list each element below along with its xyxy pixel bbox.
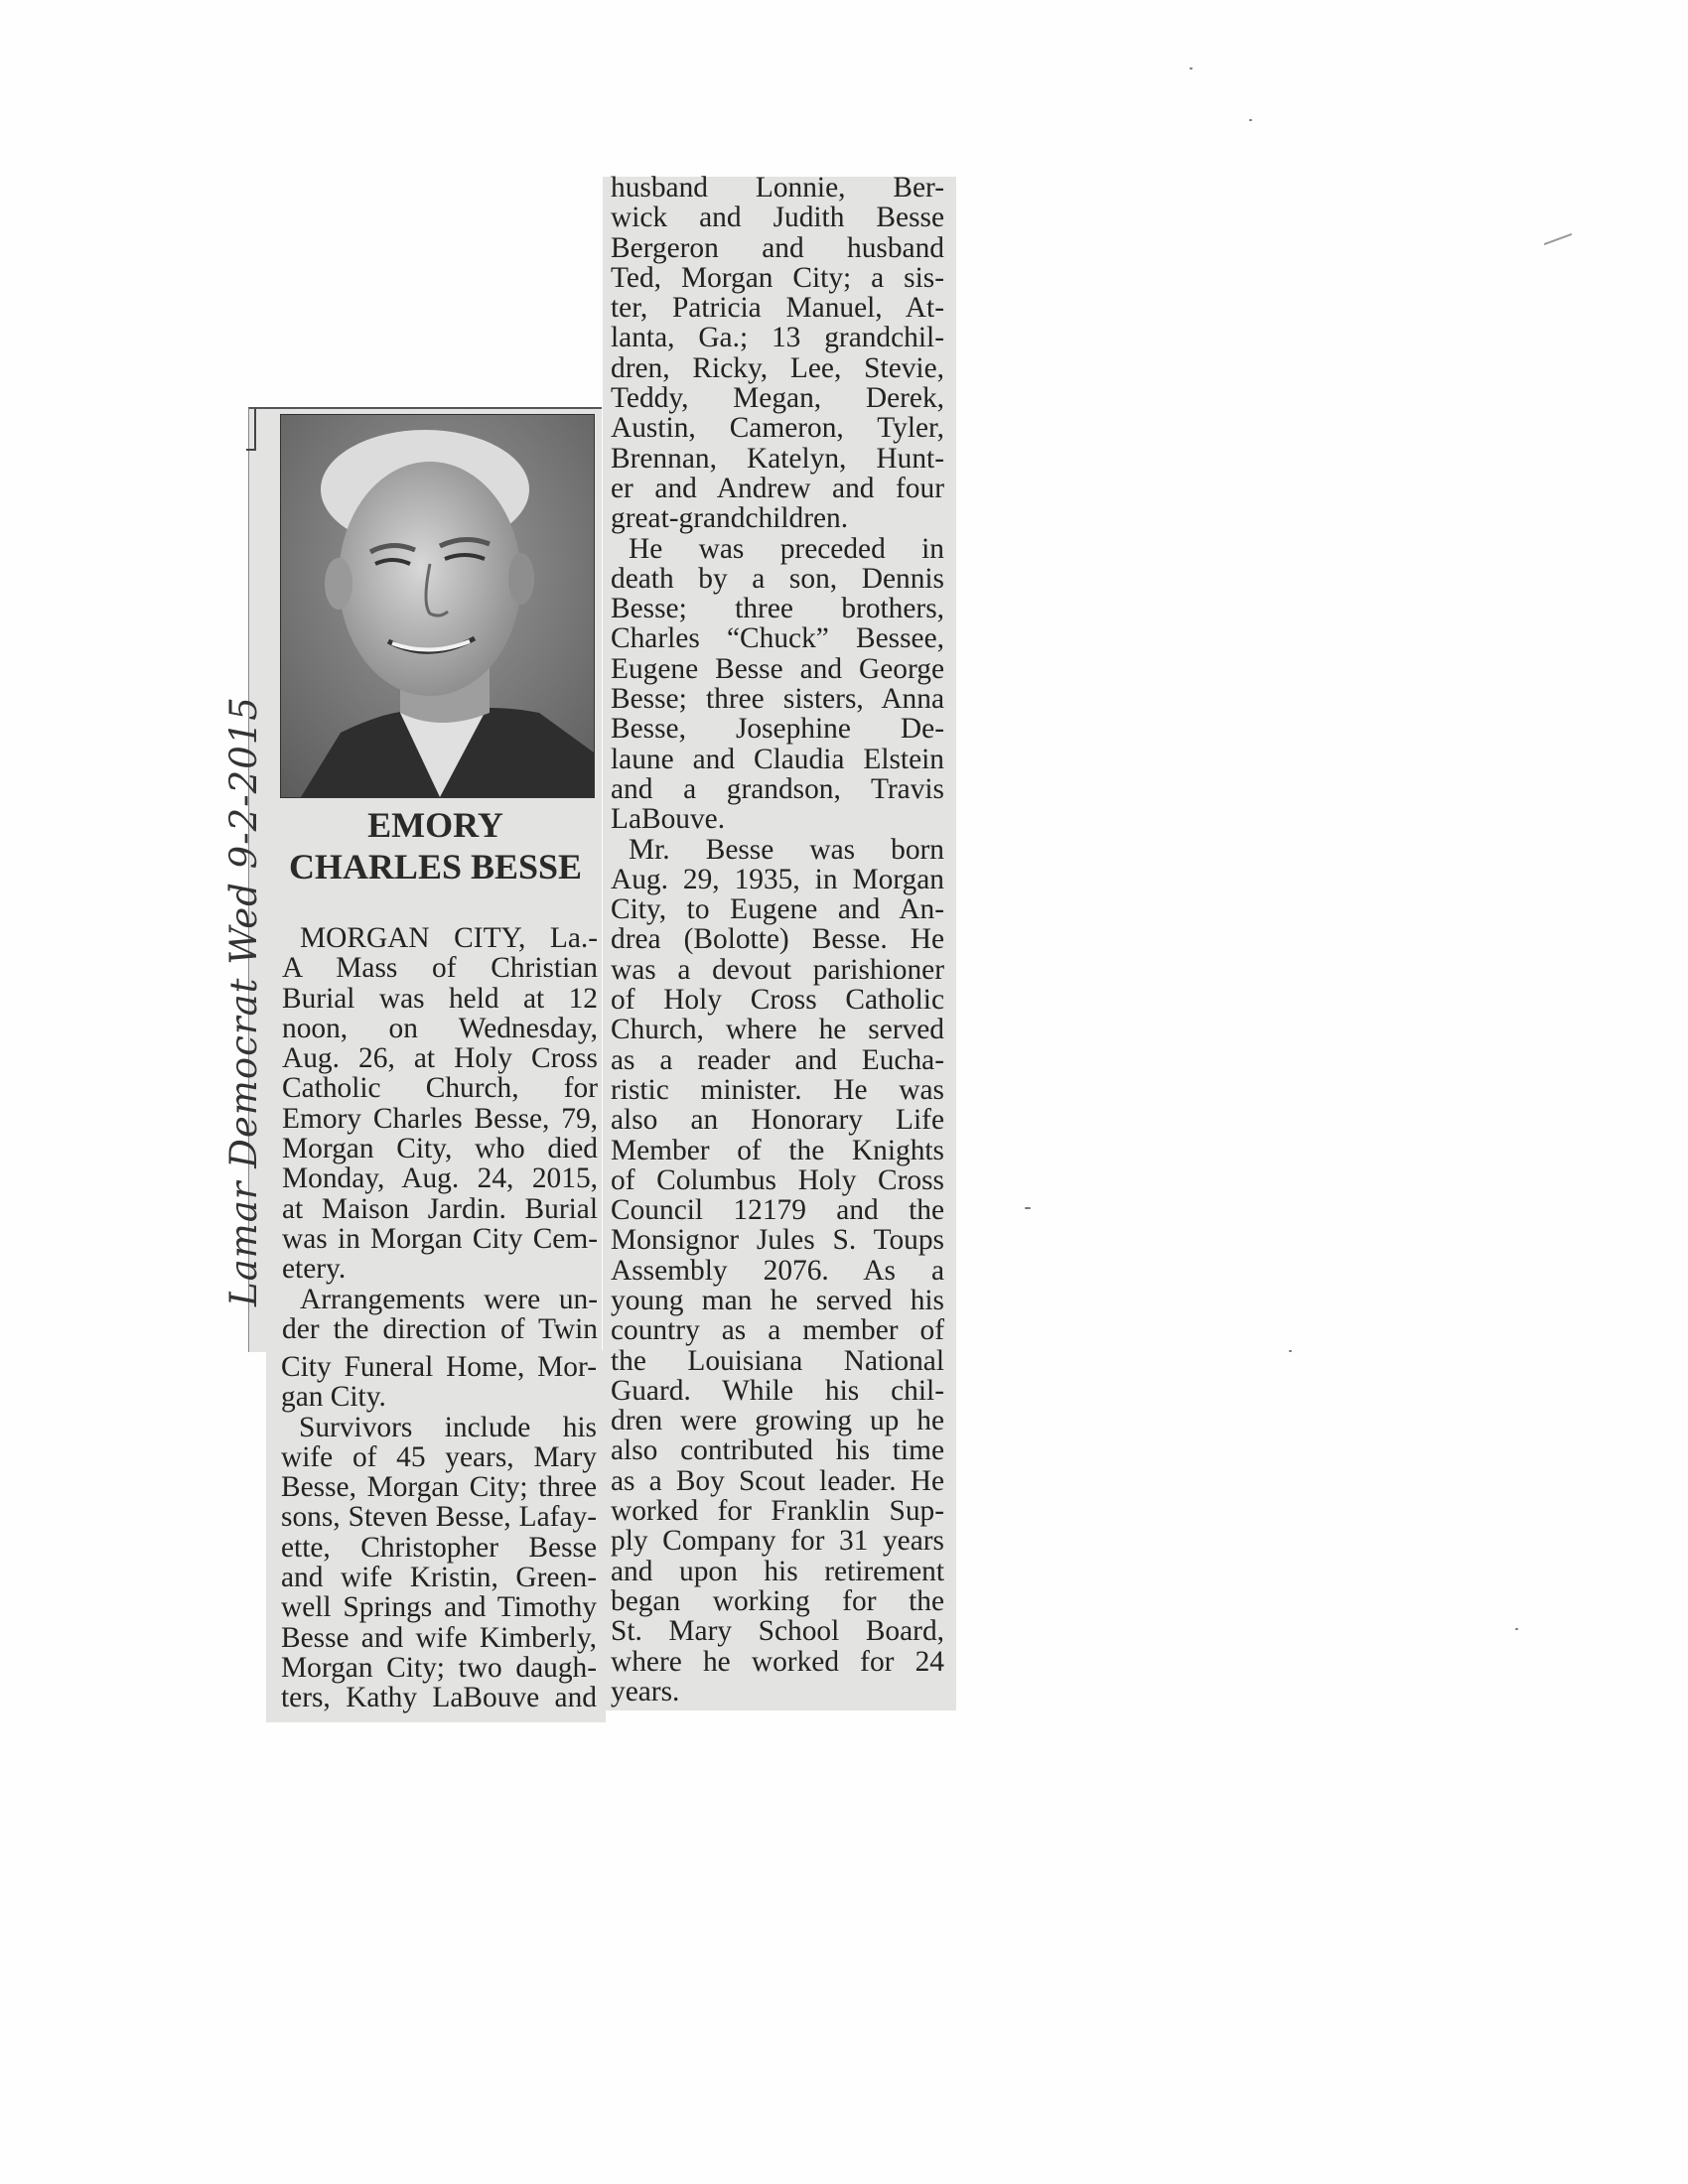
text-line: and wife Kristin, Green-	[281, 1562, 597, 1594]
text-line: gan City.	[281, 1381, 386, 1414]
paper-speck	[1249, 119, 1252, 121]
text-line: and upon his retirement	[611, 1555, 944, 1587]
headline-first-name: EMORY	[367, 805, 503, 845]
text-line: MORGAN CITY, La.-	[300, 922, 598, 954]
text-line: where he worked for 24	[611, 1645, 944, 1678]
text-line: wick and Judith Besse	[611, 202, 944, 234]
portrait-illustration	[281, 415, 594, 797]
text-line: Catholic Church, for	[282, 1072, 598, 1105]
text-line: drea (Bolotte) Besse. He	[611, 923, 944, 956]
text-line: ply Company for 31 years	[611, 1525, 944, 1558]
text-line: Austin, Cameron, Tyler,	[611, 412, 944, 445]
text-line: Church, where he served	[611, 1014, 944, 1046]
paper-speck	[1190, 68, 1193, 69]
text-line: as a reader and Eucha-	[611, 1043, 944, 1076]
text-line: as a Boy Scout leader. He	[611, 1464, 944, 1497]
text-line: sons, Steven Besse, Lafay-	[281, 1501, 597, 1534]
text-line: lanta, Ga.; 13 grandchil-	[611, 322, 944, 354]
text-line: City, to Eugene and An-	[611, 893, 944, 926]
text-line: Council 12179 and the	[611, 1194, 944, 1227]
obituary-clipping-right	[603, 172, 956, 1710]
text-line: Brennan, Katelyn, Hunt-	[611, 442, 944, 475]
text-line: laune and Claudia Elstein	[611, 743, 944, 775]
text-line: Besse, Josephine De-	[611, 713, 944, 746]
text-line: Morgan City; two daugh-	[281, 1651, 597, 1684]
paper-speck	[1025, 1207, 1031, 1209]
text-line: Teddy, Megan, Derek,	[611, 382, 944, 415]
text-line: of Holy Cross Catholic	[611, 984, 944, 1017]
text-line: der the direction of Twin	[282, 1312, 598, 1345]
text-line: Morgan City, who died	[282, 1133, 598, 1165]
text-line: Besse; three brothers,	[611, 593, 944, 625]
text-line: ter, Patricia Manuel, At-	[611, 292, 944, 325]
text-line: Ted, Morgan City; a sis-	[611, 261, 944, 294]
text-line: Burial was held at 12	[282, 982, 598, 1015]
text-line: ette, Christopher Besse	[281, 1531, 597, 1564]
paper-speck	[1289, 1350, 1292, 1352]
text-line: ters, Kathy LaBouve and	[281, 1682, 597, 1714]
text-line: the Louisiana National	[611, 1344, 944, 1377]
text-line: husband Lonnie, Ber-	[611, 172, 944, 204]
text-line: Survivors include his	[299, 1411, 597, 1443]
text-line: also contributed his time	[611, 1434, 944, 1467]
headline-full-name: CHARLES BESSE	[288, 847, 583, 887]
obituary-clipping-left-continued	[266, 1350, 606, 1722]
text-line: Besse and wife Kimberly,	[281, 1621, 597, 1654]
text-line: Monsignor Jules S. Toups	[611, 1224, 944, 1257]
right-column-text	[611, 173, 944, 1706]
text-line: Besse, Morgan City; three	[281, 1471, 597, 1504]
text-line: Member of the Knights	[611, 1134, 944, 1166]
portrait-photo	[280, 414, 595, 798]
text-line: Bergeron and husband	[611, 231, 944, 264]
text-line: young man he served his	[611, 1284, 944, 1316]
text-line: began working for the	[611, 1584, 944, 1617]
text-line: at Maison Jardin. Burial	[282, 1192, 598, 1225]
clipping-corner-mark	[246, 409, 256, 451]
left-column-text	[282, 923, 598, 1344]
text-line: ristic minister. He was	[611, 1073, 944, 1106]
text-line: also an Honorary Life	[611, 1104, 944, 1137]
text-line: and a grandson, Travis	[611, 772, 944, 805]
text-line: Aug. 29, 1935, in Morgan	[611, 863, 944, 895]
text-line: of Columbus Holy Cross	[611, 1163, 944, 1196]
text-line: LaBouve.	[611, 803, 726, 836]
paper-speck	[1544, 233, 1573, 245]
text-line: dren, Ricky, Lee, Stevie,	[611, 351, 944, 384]
text-line: worked for Franklin Sup-	[611, 1495, 944, 1528]
text-line: great-grandchildren.	[611, 502, 849, 535]
text-line: St. Mary School Board,	[611, 1615, 944, 1648]
text-line: Mr. Besse was born	[629, 833, 944, 866]
text-line: was in Morgan City Cem-	[282, 1222, 598, 1255]
text-line: etery.	[282, 1253, 347, 1286]
text-line: Aug. 26, at Holy Cross	[282, 1042, 598, 1075]
text-line: dren were growing up he	[611, 1405, 944, 1437]
text-line: was a devout parishioner	[611, 953, 944, 986]
text-line: death by a son, Dennis	[611, 562, 944, 595]
text-line: Besse; three sisters, Anna	[611, 683, 944, 716]
text-line: well Springs and Timothy	[281, 1591, 597, 1624]
text-line: years.	[611, 1675, 680, 1707]
text-line: Arrangements were un-	[300, 1283, 598, 1315]
text-line: wife of 45 years, Mary	[281, 1440, 597, 1473]
text-line: Assembly 2076. As a	[611, 1254, 944, 1287]
obituary-clipping-left	[248, 407, 602, 1352]
text-line: City Funeral Home, Mor-	[281, 1351, 597, 1383]
left-column-text-continued	[281, 1352, 597, 1713]
text-line: Charles “Chuck” Bessee,	[611, 622, 944, 655]
text-line: He was preceded in	[629, 532, 944, 565]
text-line: noon, on Wednesday,	[282, 1012, 598, 1044]
handwritten-source-note: Lamar Democrat Wed 9-2-2015	[222, 696, 265, 1306]
text-line: Guard. While his chil-	[611, 1374, 944, 1407]
text-line: er and Andrew and four	[611, 472, 944, 504]
text-line: country as a member of	[611, 1314, 944, 1347]
text-line: A Mass of Christian	[282, 952, 598, 985]
text-line: Eugene Besse and George	[611, 652, 944, 685]
text-line: Emory Charles Besse, 79,	[282, 1102, 598, 1135]
paper-speck	[1515, 1628, 1518, 1630]
text-line: Monday, Aug. 24, 2015,	[282, 1162, 598, 1195]
